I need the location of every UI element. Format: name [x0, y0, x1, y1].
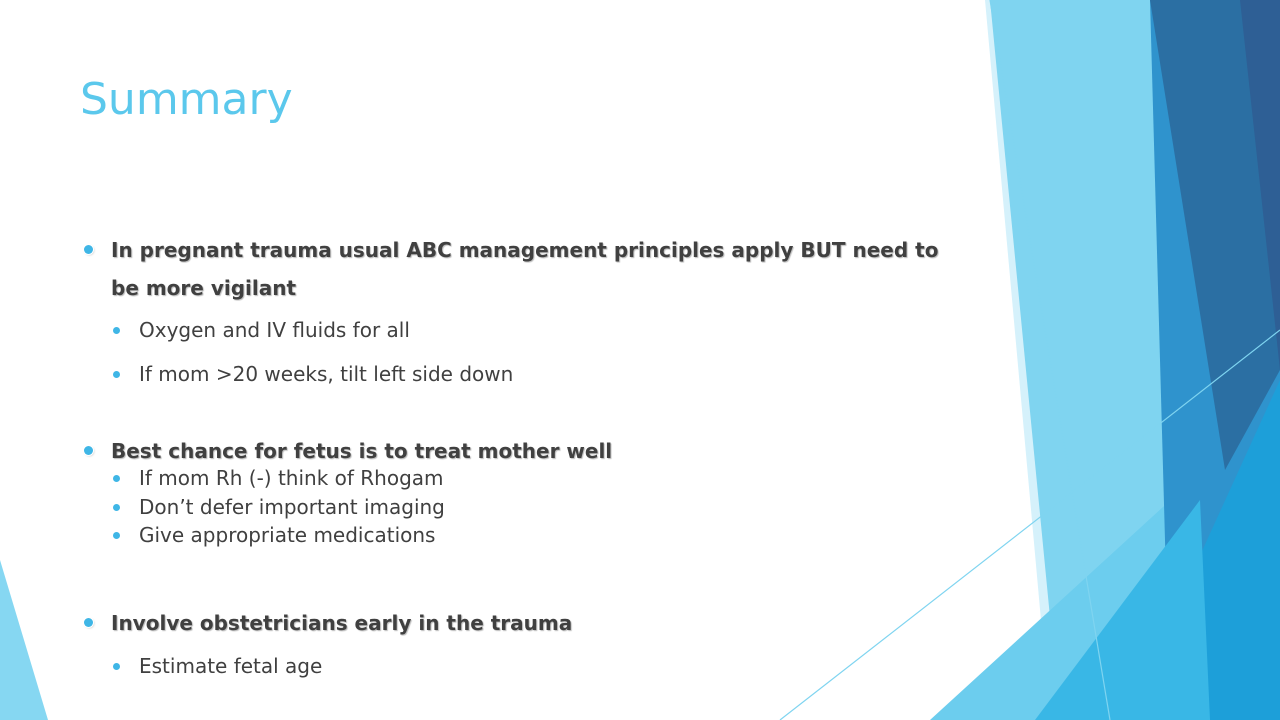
left-corner-facet: [0, 560, 48, 720]
bullet-sub-2: If mom >20 weeks, tilt left side down: [139, 362, 514, 386]
bullet-sub-1: Oxygen and IV fluids for all: [139, 318, 410, 342]
bullet-sub-5: Give appropriate medications: [139, 523, 436, 547]
bullet-sub-3: If mom Rh (-) think of Rhogam: [139, 466, 444, 490]
bullet-main-1: In pregnant trauma usual ABC management principles apply BUT need to be more vigilant: [111, 231, 971, 307]
slide-title: Summary: [80, 74, 293, 125]
bullet-sub-4: Don’t defer important imaging: [139, 495, 445, 519]
bullet-sub-6: Estimate fetal age: [139, 654, 323, 678]
bullet-main-3: Involve obstetricians early in the trauma: [111, 604, 572, 642]
bullet-main-2: Best chance for fetus is to treat mother well: [111, 432, 612, 470]
